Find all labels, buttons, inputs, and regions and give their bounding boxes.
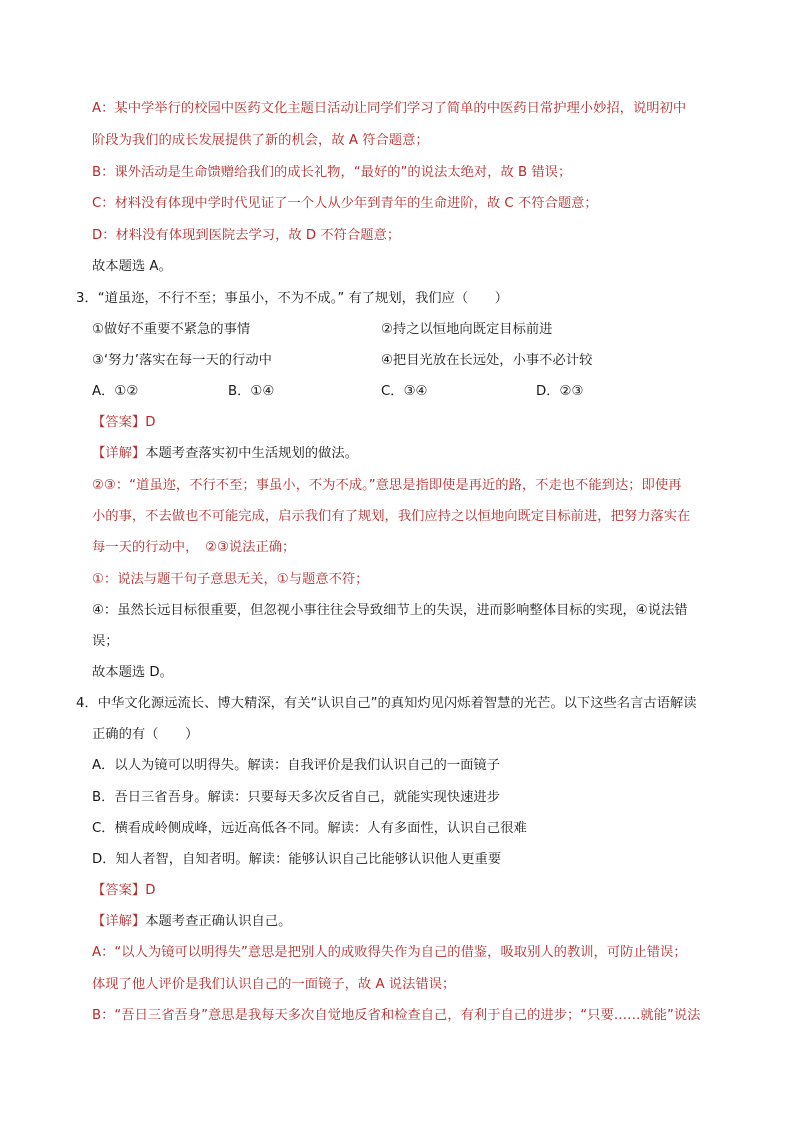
question-stem: 4．中华文化源远流长、博大精深，有关“认识自己”的真知灼见闪烁着智慧的光芒。以下这些名言古语解读 (76, 696, 697, 711)
question-stem: 正确的有（ ） (92, 727, 199, 742)
statement-item: ④把目光放在长远处，小事不必计较 (381, 353, 593, 368)
detail-label: 【详解】 (92, 446, 146, 461)
conclusion: 故本题选 D。 (92, 665, 173, 680)
detail-label: 【详解】 (92, 914, 146, 929)
detail-line (92, 447, 358, 460)
choice: D．知人者智，自知者明。解读：能够认识自己比能够认识他人更重要 (92, 852, 502, 867)
analysis-line: A：“以人为镜可以明得失”意思是把别人的成败得失作为自己的借鉴，吸取别人的教训，可防止错误； (92, 945, 687, 960)
analysis-line: ④：虽然长远目标很重要，但忽视小事往往会导致细节上的失误，进而影响整体目标的实现，④说法错 (92, 603, 688, 618)
analysis-line: ①：说法与题干句子意思无关，①与题意不符； (92, 572, 369, 587)
analysis-line: 每一天的行动中， ②③说法正确； (92, 540, 296, 555)
detail-text: 本题考查正确认识自己。 (145, 914, 292, 929)
choice: A．以人为镜可以明得失。解读：自我评价是我们认识自己的一面镜子 (92, 758, 501, 773)
analysis-line: D：材料没有体现到医院去学习，故 D 不符合题意； (92, 228, 401, 243)
answer-label: 【答案】 (92, 415, 146, 430)
answer-line (92, 884, 155, 897)
analysis-line: 体现了他人评价是我们认识自己的一面镜子，故 A 说法错误； (92, 977, 456, 992)
statement-item: ③‘努力’落实在每一天的行动中 (92, 353, 272, 368)
analysis-line: 误； (92, 634, 119, 649)
analysis-line: C：材料没有体现中学时代见证了一个人从少年到青年的生命进阶，故 C 不符合题意； (92, 196, 598, 211)
conclusion: 故本题选 A。 (92, 259, 172, 274)
choice: A．①② (92, 384, 139, 399)
answer-value: D (145, 415, 156, 430)
choice: C．横看成岭侧成峰，远近高低各不同。解读：人有多面性，认识自己很难 (92, 821, 527, 836)
analysis-line: B：“吾日三省吾身”意思是我每天多次自觉地反省和检查自己，有利于自己的进步；“只要……就能”说法 (92, 1008, 701, 1023)
answer-line (92, 416, 155, 429)
question-stem: 3．“道虽迩，不行不至；事虽小，不为不成。” 有了规划，我们应（ ） (76, 291, 509, 306)
answer-label: 【答案】 (92, 883, 146, 898)
detail-text: 本题考查落实初中生活规划的做法。 (145, 446, 358, 461)
analysis-line: 小的事，不去做也不可能完成，启示我们有了规划，我们应持之以恒地向既定目标前进，把努力落实在 (92, 509, 691, 524)
analysis-line: 阶段为我们的成长发展提供了新的机会，故 A 符合题意； (92, 133, 429, 148)
answer-value: D (145, 883, 156, 898)
analysis-line: A：某中学举行的校园中医药文化主题日活动让同学们学习了简单的中医药日常护理小妙招，说明初中 (92, 101, 687, 116)
choice: C．③④ (381, 384, 428, 399)
statement-item: ②持之以恒地向既定目标前进 (381, 322, 553, 337)
choice: B．吾日三省吾身。解读：只要每天多次反省自己，就能实现快速进步 (92, 790, 501, 805)
choice: B．①④ (228, 384, 275, 399)
analysis-line: B：课外活动是生命馈赠给我们的成长礼物，“最好的”的说法太绝对，故 B 错误； (92, 165, 572, 180)
analysis-line: ②③：“道虽迩，不行不至；事虽小，不为不成。”意思是指即使是再近的路，不走也不能到达；即使再 (92, 478, 682, 493)
statement-item: ①做好不重要不紧急的事情 (92, 322, 251, 337)
choice: D．②③ (536, 384, 584, 399)
detail-line (92, 915, 291, 928)
